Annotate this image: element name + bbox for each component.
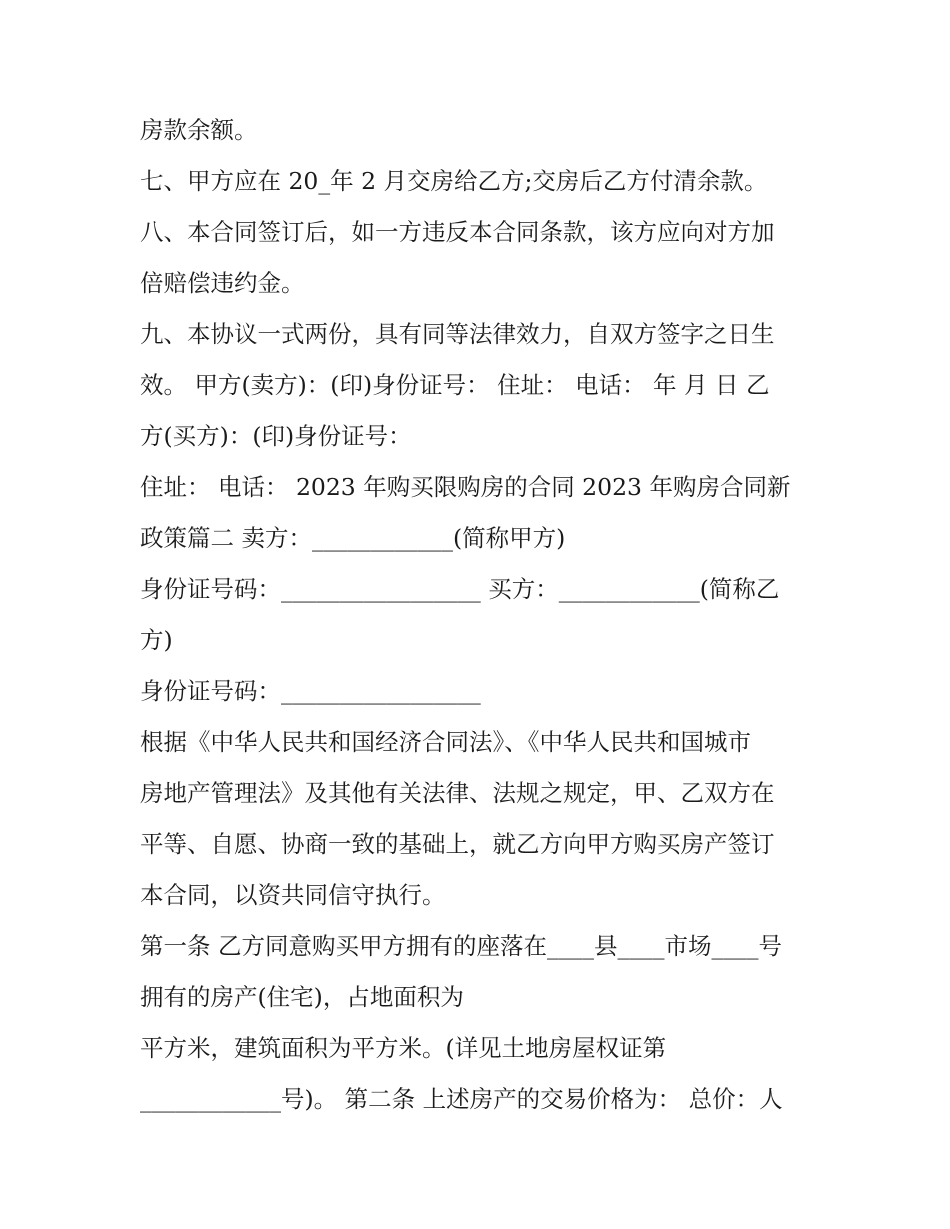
text-line: 倍赔偿违约金。 bbox=[140, 269, 305, 297]
text-line: 房款余额。 bbox=[140, 116, 258, 144]
text-line: 方(买方)：(印)身份证号： bbox=[140, 422, 412, 450]
text-line: 八、本合同签订后，如一方违反本合同条款，该方应向对方加 bbox=[140, 218, 775, 246]
text-line: 住址： 电话： 2023 年购买限购房的合同 2023 年购房合同新 bbox=[140, 473, 791, 501]
text-line: 本合同，以资共同信守执行。 bbox=[140, 881, 446, 909]
document-body bbox=[140, 110, 820, 1130]
text-line: 身份证号码：_________________ bbox=[140, 677, 481, 705]
text-line: ____________号)。 第二条 上述房产的交易价格为： 总价：人 bbox=[140, 1085, 783, 1113]
text-line: 九、本协议一式两份，具有同等法律效力，自双方签字之日生 bbox=[140, 320, 775, 348]
text-line: 第一条 乙方同意购买甲方拥有的座落在____县____市场____号 bbox=[140, 932, 782, 960]
text-line: 平等、自愿、协商一致的基础上，就乙方向甲方购买房产签订 bbox=[140, 830, 775, 858]
text-line: 方) bbox=[140, 626, 173, 654]
text-line: 房地产管理法》及其他有关法律、法规之规定，甲、乙双方在 bbox=[140, 779, 775, 807]
text-line: 政策篇二 卖方：____________(简称甲方) bbox=[140, 524, 566, 552]
text-line: 拥有的房产(住宅)，占地面积为 bbox=[140, 983, 464, 1011]
text-line: 平方米，建筑面积为平方米。(详见土地房屋权证第 bbox=[140, 1034, 667, 1062]
text-line: 七、甲方应在 20_年 2 月交房给乙方;交房后乙方付清余款。 bbox=[140, 167, 768, 195]
text-line: 身份证号码：_________________ 买方：____________(简称乙 bbox=[140, 575, 780, 603]
text-line: 根据《中华人民共和国经济合同法》、《中华人民共和国城市 bbox=[140, 728, 751, 756]
text-line: 效。 甲方(卖方)：(印)身份证号： 住址： 电话： 年 月 日 乙 bbox=[140, 371, 770, 399]
